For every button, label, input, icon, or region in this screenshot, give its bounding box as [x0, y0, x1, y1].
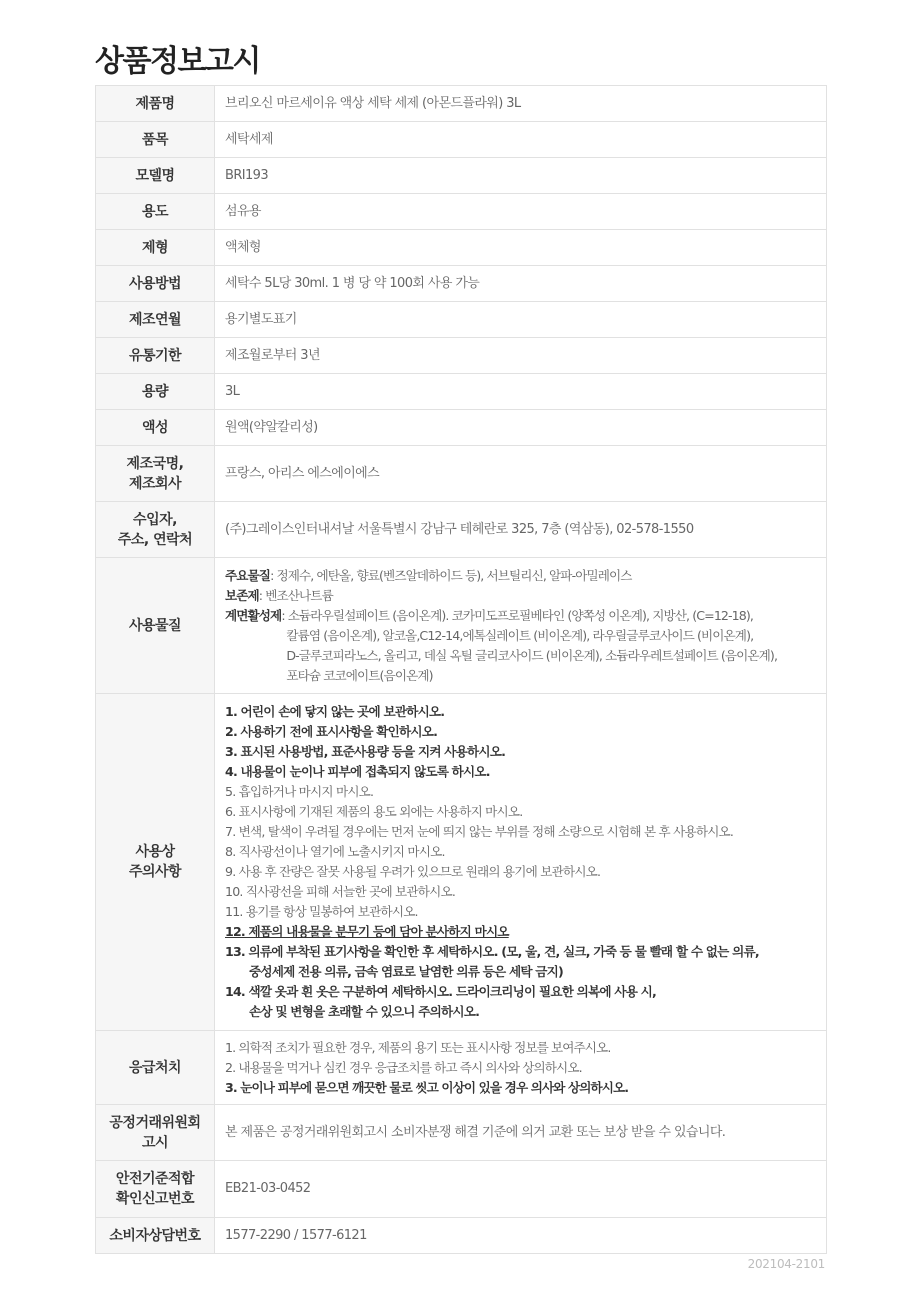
surfactant-line: : 소듐라우릴설페이트 (음이온계). 코카미도프로필베타인 (양쪽성 이온계), 지방산, (C=12-18),: [281, 607, 754, 623]
row-value-directions: 세탁수 5L당 30ml. 1 병 당 약 100회 사용 가능: [215, 266, 827, 302]
main-substance: [225, 566, 822, 586]
footer-code: 202104-2101: [747, 1257, 825, 1271]
table-row: [96, 374, 827, 410]
table-row: [96, 1161, 827, 1218]
table-row: [96, 1105, 827, 1161]
label-line: 제조국명,: [126, 455, 184, 472]
row-label-usage: 용도: [96, 194, 215, 230]
preservative: [225, 586, 822, 606]
main-substance-key: 주요물질: [225, 567, 271, 583]
caution-item: 8. 직사광선이나 열기에 노출시키지 마시오.: [225, 844, 445, 859]
label-line: 주의사항: [128, 864, 182, 880]
caution-item: 5. 흡입하거나 마시지 마시오.: [225, 784, 374, 799]
caution-item: 1. 어린이 손에 닿지 않는 곳에 보관하시오.: [225, 704, 445, 719]
table-row: [96, 1031, 827, 1105]
label-line: 주소, 연락처: [117, 531, 193, 548]
caution-item: 9. 사용 후 잔량은 잘못 사용될 우려가 있으므로 원래의 용기에 보관하시오.: [225, 864, 601, 879]
surfactant-line: 칼륨염 (음이온계), 알코올,C12-14,에톡실레이트 (비이온계), 라우릴글루코사이드 (비이온계),: [286, 627, 754, 643]
table-row: [96, 86, 827, 122]
first-aid-item: 2. 내용물을 먹거나 심킨 경우 응급조치를 하고 즉시 의사와 상의하시오.: [225, 1059, 582, 1075]
caution-item-continued: 중성세제 전용 의류, 금속 염료로 날염한 의류 등은 세탁 금지): [249, 964, 563, 979]
row-value-product-name: 브리오신 마르세이유 액상 세탁 세제 (아몬드플라워) 3L: [215, 86, 827, 122]
row-value-form: 액체형: [215, 230, 827, 266]
caution-item: 13. 의류에 부착된 표기사항을 확인한 후 세탁하시오. (모, 울, 견, 실크, 가죽 등 물 빨래 할 수 없는 의류,: [225, 944, 759, 959]
row-label-model: 모델명: [96, 158, 215, 194]
main-substance-text: : 정제수, 에탄올, 향료(벤즈알데하이드 등), 서브틸리신, 알파-아밀레이스: [270, 567, 632, 583]
row-label-item: 품목: [96, 122, 215, 158]
row-label-capacity: 용량: [96, 374, 215, 410]
label-line: 안전기준적합: [115, 1171, 195, 1187]
row-value-item: 세탁세제: [215, 122, 827, 158]
table-row: [96, 230, 827, 266]
row-label-expiry: 유통기한: [96, 338, 215, 374]
row-value-ph: 원액(약알칼리성): [215, 410, 827, 446]
row-value-model: BRI193: [215, 158, 827, 194]
label-line: 제조회사: [128, 475, 182, 492]
caution-item: 2. 사용하기 전에 표시사항을 확인하시오.: [225, 724, 438, 739]
table-row: [96, 694, 827, 1031]
row-label-first-aid: 응급처치: [96, 1031, 215, 1105]
row-label-directions: 사용방법: [96, 266, 215, 302]
row-value-expiry: 제조월로부터 3년: [215, 338, 827, 374]
table-row: [96, 302, 827, 338]
row-value-safety-number: EB21-03-0452: [215, 1161, 827, 1218]
table-row: [96, 410, 827, 446]
row-value-importer: (주)그레이스인터내셔날 서울특별시 강남구 테헤란로 325, 7층 (역삼동), 02-578-1550: [215, 502, 827, 558]
caution-item-continued: 손상 및 변형을 초래할 수 있으니 주의하시오.: [249, 1004, 480, 1019]
row-value-consumer-center: 1577-2290 / 1577-6121: [215, 1218, 827, 1254]
table-row: [96, 266, 827, 302]
label-line: 사용상: [135, 844, 175, 860]
row-value-ftc: 본 제품은 공정거래위원회고시 소비자분쟁 해결 기준에 의거 교환 또는 보상 받을 수 있습니다.: [215, 1105, 827, 1161]
row-label-ph: 액성: [96, 410, 215, 446]
first-aid-item: 3. 눈이나 피부에 묻으면 깨끗한 물로 씻고 이상이 있을 경우 의사와 상의하시오.: [225, 1079, 629, 1095]
preservative-text: : 벤조산나트륨: [258, 587, 333, 603]
caution-item: 14. 색깔 옷과 흰 옷은 구분하여 세탁하시오. 드라이크리닝이 필요한 의복에 사용 시,: [225, 984, 657, 999]
row-label-cautions: [96, 694, 215, 1031]
row-label-manufacturer: [96, 446, 215, 502]
first-aid-item: 1. 의학적 조치가 필요한 경우, 제품의 용기 또는 표시사항 정보를 보여주시오.: [225, 1039, 611, 1055]
table-row: [96, 158, 827, 194]
row-value-manufacture-date: 용기별도표기: [215, 302, 827, 338]
caution-item: 7. 변색, 탈색이 우려될 경우에는 먼저 눈에 띄지 않는 부위를 정해 소량으로 시험해 본 후 사용하시오.: [225, 824, 734, 839]
caution-item: 6. 표시사항에 기재된 제품의 용도 외에는 사용하지 마시오.: [225, 804, 523, 819]
label-line: 확인신고번호: [115, 1191, 195, 1207]
row-label-materials: 사용물질: [96, 558, 215, 694]
label-line: 공정거래위원회: [109, 1114, 201, 1131]
row-value-cautions: [215, 694, 827, 1031]
preservative-key: 보존제: [225, 587, 259, 603]
row-label-form: 제형: [96, 230, 215, 266]
table-row: [96, 338, 827, 374]
table-row: [96, 558, 827, 694]
row-value-capacity: 3L: [215, 374, 827, 410]
caution-item: 12. 제품의 내용물을 분무기 등에 담아 분사하지 마시오: [225, 924, 509, 939]
surfactant-line: D-글루코피라노스, 올리고, 데실 옥틸 글리코사이드 (비이온계), 소듐라우레트설페이트 (음이온계),: [286, 647, 778, 663]
product-info-table: [95, 85, 827, 1254]
table-row: [96, 446, 827, 502]
surfactant: [225, 606, 822, 686]
caution-item: 4. 내용물이 눈이나 피부에 접촉되지 않도록 하시오.: [225, 764, 490, 779]
table-row: [96, 122, 827, 158]
row-label-importer: [96, 502, 215, 558]
table-row: [96, 1218, 827, 1254]
table-row: [96, 502, 827, 558]
caution-item: 11. 용기를 항상 밀봉하여 보관하시오.: [225, 904, 418, 919]
caution-item: 10. 직사광선을 피해 서늘한 곳에 보관하시오.: [225, 884, 456, 899]
row-value-manufacturer: 프랑스, 아리스 에스에이에스: [215, 446, 827, 502]
surfactant-list: [281, 606, 822, 686]
row-label-product-name: 제품명: [96, 86, 215, 122]
label-line: 고시: [141, 1134, 169, 1151]
row-value-first-aid: [215, 1031, 827, 1105]
row-value-usage: 섬유용: [215, 194, 827, 230]
surfactant-line: 포타슘 코코에이트(음이온계): [286, 667, 433, 683]
surfactant-key: 계면활성제: [225, 607, 282, 623]
row-label-safety-number: [96, 1161, 215, 1218]
row-label-consumer-center: 소비자상담번호: [96, 1218, 215, 1254]
row-value-materials: [215, 558, 827, 694]
table-row: [96, 194, 827, 230]
row-label-ftc: [96, 1105, 215, 1161]
label-line: 수입자,: [133, 511, 177, 528]
caution-item: 3. 표시된 사용방법, 표준사용량 등을 지켜 사용하시오.: [225, 744, 506, 759]
row-label-manufacture-date: 제조연월: [96, 302, 215, 338]
page-title: 상품정보고시: [95, 44, 260, 79]
